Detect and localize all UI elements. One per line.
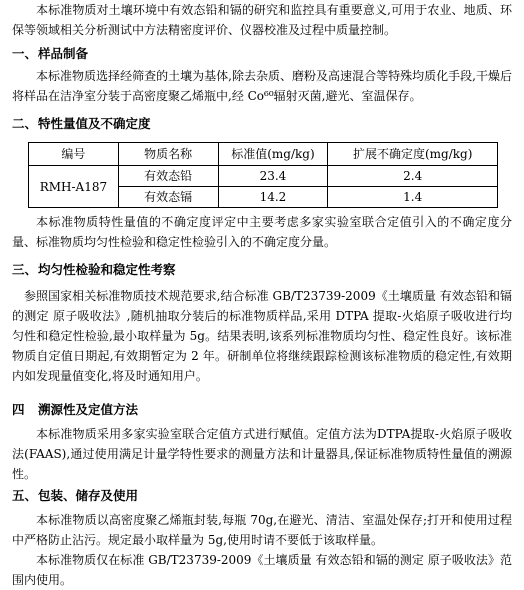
intro-paragraph: 本标准物质对土壤环境中有效态铅和镉的研究和监控具有重要意义,可用于农业、地质、环保等领域相关分析测试中方法精密度评价、仪器校准及过程中质量控制。: [12, 3, 512, 37]
section-3-paragraph: 参照国家相关标准物质技术规范要求,结合标准 GB/T23739-2009《土壤质量 有效态铅和镉的测定 原子吸收法》,随机抽取分装后的标准物质样品,采用 DTPA 提取-火焰原子吸收进行均匀性和稳定性检验,最小取样量为 5g。结果表明,该系列标准物质均匀性、稳定性良好。该标准物质自定值日期起,有效期暂定为 2 年。研制单位将继续跟踪检测该标准物质的稳定性,有效期内如发现量值变化,将及时通知用户。: [12, 289, 512, 383]
section-title: 特性量值及不确定度: [38, 116, 151, 131]
substance-cell: 有效态镉: [118, 187, 218, 208]
section-number: 二、: [12, 116, 38, 131]
section-4-paragraph: 本标准物质采用多家实验室联合定值方式进行赋值。定值方法为DTPA提取-火焰原子吸收法(FAAS),通过使用满足计量学特性要求的测量方法和计量器具,保证标准物质特性量值的溯源性。: [12, 427, 512, 481]
section-heading-5: [12, 486, 512, 506]
section-5-paragraph-2: 本标准物质仅在标准 GB/T23739-2009《土壤质量 有效态铅和镉的测定 原子吸收法》范围内使用。: [12, 553, 512, 587]
table-header-row: [29, 143, 498, 166]
value-cell: 14.2: [218, 187, 328, 208]
section-heading-1: [12, 44, 512, 64]
section-heading-3: [12, 260, 512, 280]
section-heading-2: [12, 114, 512, 134]
section-1-paragraph: 本标准物质选择经筛查的土壤为基体,除去杂质、磨粉及高速混合等特殊均质化手段,干燥后将样品在洁净室分装于高密度聚乙烯瓶中,经 Co⁶⁰辐射灭菌,避光、室温保存。: [12, 69, 512, 103]
section-title: 样品制备: [38, 46, 89, 61]
section-number: 一、: [12, 46, 38, 61]
column-header-value: 标准值(mg/kg): [218, 143, 328, 166]
material-id-cell: RMH-A187: [29, 166, 119, 208]
section-title: 溯源性及定值方法: [38, 402, 139, 417]
uncertainty-cell: 1.4: [328, 187, 498, 208]
section-title: 包装、储存及使用: [38, 488, 139, 503]
section-title: 均匀性检验和稳定性考察: [38, 262, 176, 277]
column-header-substance: 物质名称: [118, 143, 218, 166]
property-values-table: [28, 142, 498, 208]
column-header-id: 编号: [29, 143, 119, 166]
section-2-paragraph: 本标准物质特性量值的不确定度评定中主要考虑多家实验室联合定值引入的不确定度分量、标准物质均匀性检验和稳定性检验引入的不确定度分量。: [12, 215, 512, 249]
uncertainty-cell: 2.4: [328, 166, 498, 187]
section-number: 五、: [12, 488, 38, 503]
substance-cell: 有效态铅: [118, 166, 218, 187]
section-number: 四: [12, 402, 25, 417]
section-5-paragraph-1: 本标准物质以高密度聚乙烯瓶封装,每瓶 70g,在避光、清洁、室温处保存;打开和使用过程中严格防止沾污。规定最小取样量为 5g,使用时请不要低于该取样量。: [12, 513, 512, 547]
table-row: [29, 166, 498, 187]
section-heading-4: [12, 400, 512, 420]
section-number: 三、: [12, 262, 38, 277]
column-header-uncertainty: 扩展不确定度(mg/kg): [328, 143, 498, 166]
value-cell: 23.4: [218, 166, 328, 187]
